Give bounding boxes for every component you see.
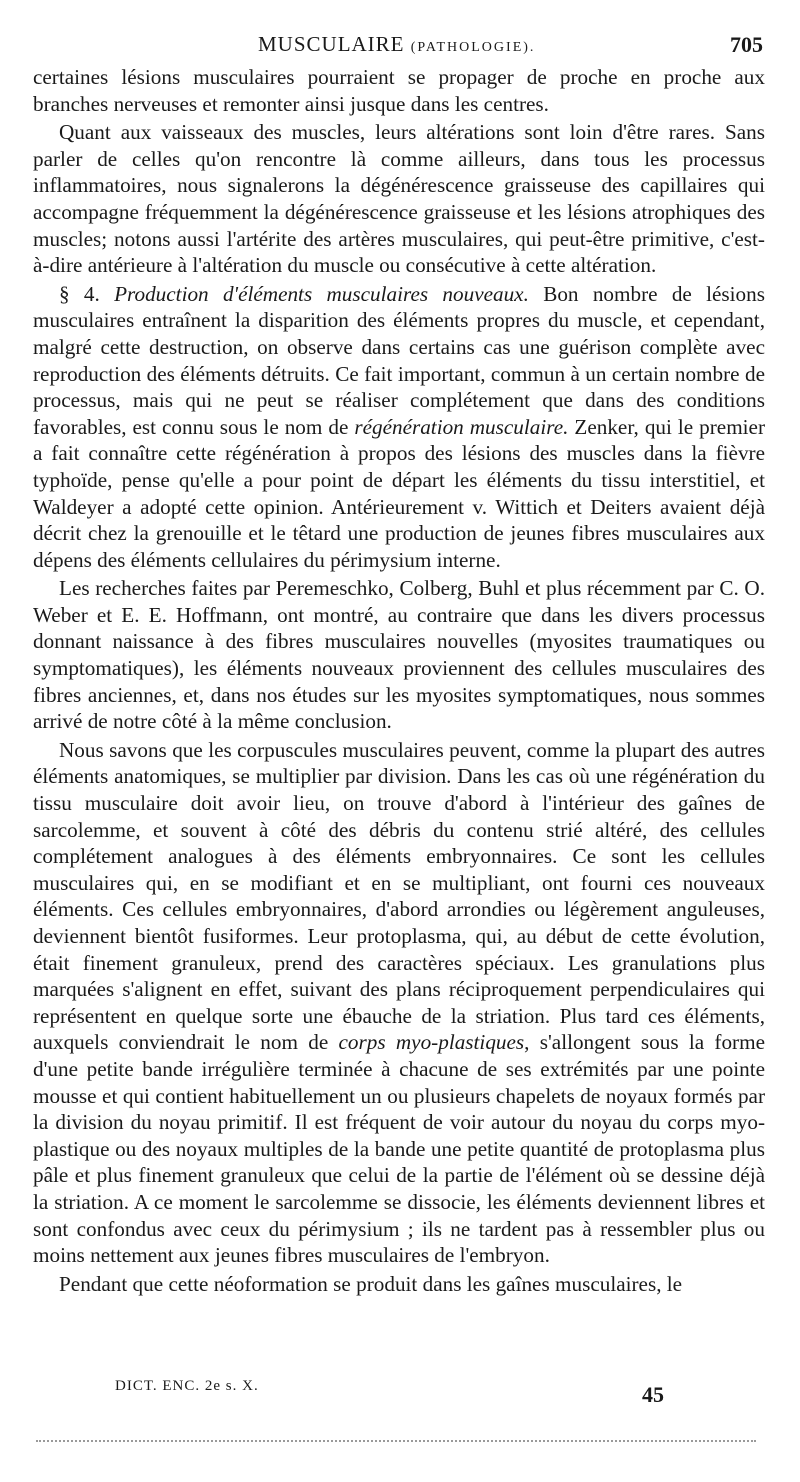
italic-text-run: Production d'éléments musculaires nouveaux.	[114, 281, 529, 306]
body-text	[33, 64, 765, 1297]
paragraph	[33, 1271, 765, 1298]
paragraph	[33, 281, 765, 574]
paragraph	[33, 737, 765, 1269]
text-run: Bon nombre de lésions musculaires entraînent la disparition des éléments propres du muscle, et cependant, malgré cette destruction, on observe dans certains cas une guérison complète avec reproduction des éléments détruits. Ce fait important, commun à un certain nombre de processus, mais qui ne peut se réaliser complétement que dans des conditions favorables, est connu sous le nom de	[33, 281, 765, 439]
bottom-dotted-rule	[36, 1440, 756, 1442]
running-title-main: MUSCULAIRE	[258, 32, 405, 56]
text-run: certaines lésions musculaires pourraient se propager de proche en proche aux branches nerveuses et remonter ainsi jusque dans les centres.	[33, 65, 765, 116]
running-title-subtitle: (PATHOLOGIE).	[410, 40, 536, 55]
page-header	[0, 30, 800, 64]
page-number: 705	[730, 32, 763, 57]
text-run: Pendant que cette néoformation se produit dans les gaînes musculaires, le	[59, 1271, 683, 1296]
text-run: Quant aux vaisseaux des muscles, leurs altérations sont loin d'être rares. Sans parler de celles qu'on rencontre là comme ailleurs, dans tous les processus inflammatoires, nous signalerons la dégénérescence graisseuse des capillaires qui accompagne fréquemment la dégénérescence graisseuse et les lésions atrophiques des muscles; notons aussi l'artérite des artères musculaires, qui peut-être primitive, c'est-à-dire antérieure à l'altération du muscle ou consécutive à cette altération.	[33, 120, 765, 278]
running-title	[258, 32, 535, 57]
paragraph	[33, 575, 765, 735]
italic-text-run: régénération musculaire.	[354, 414, 569, 439]
text-run: Nous savons que les corpuscules musculaires peuvent, comme la plupart des autres éléments anatomiques, se multiplier par division. Dans les cas où une régénération du tissu musculaire doit avoir lieu, on trouve d'abord à l'intérieur des gaînes de sarcolemme, et souvent à côté des débris du contenu strié altéré, des cellules complétement analogues à des éléments embryonnaires. Ce sont les cellules musculaires qui, en se modifiant et en se multipliant, ont fourni ces nouveaux éléments. Ces cellules embryonnaires, d'abord arrondies ou légèrement anguleuses, deviennent bientôt fusiformes. Leur protoplasma, qui, au début de cette évolution, était finement granuleux, prend des caractères spéciaux. Les granulations plus marquées s'alignent en effet, suivant des plans réciproquement perpendiculaires qui représentent en quelque sorte une ébauche de la striation. Plus tard ces éléments, auxquels conviendrait le nom de	[33, 737, 765, 1055]
page-footer	[0, 1372, 800, 1412]
text-run: Les recherches faites par Peremeschko, Colberg, Buhl et plus récemment par C. O. Weber et E. E. Hoffmann, ont montré, au contraire que dans les divers processus donnant naissance à des fibres musculaires nouvelles (myosites traumatiques ou symptomatiques), les éléments nouveaux proviennent des cellules musculaires des fibres anciennes, et, dans nos études sur les myosites symptomatiques, nous sommes arrivé de notre côté à la même conclusion.	[33, 576, 765, 734]
paragraph	[33, 119, 765, 279]
text-run: § 4.	[59, 281, 115, 306]
text-run: , s'allongent sous la forme d'une petite bande irrégulière terminée à chacune de ses extrémités par une pointe mousse et qui contient habituellement un ou plusieurs chapelets de noyaux formés par la division du noyau primitif. Il est fréquent de voir autour du noyau du corps myo-plastique ou des noyaux multiples de la bande une petite quantité de protoplasma plus pâle et plus finement granuleux que celui de la partie de l'élément où se dessine déjà la striation. A ce moment le sarcolemme se dissocie, les éléments deviennent libres et sont confondus avec ceux du périmysium ; ils ne tardent pas à ressembler plus ou moins nettement aux jeunes fibres musculaires de l'embryon.	[33, 1030, 765, 1268]
printer-signature: DICT. ENC. 2e s. X.	[115, 1378, 259, 1394]
text-run: Zenker, qui le premier a fait connaître cette régénération à propos des lésions des muscles dans la fièvre typhoïde, pense qu'elle a pour point de départ les éléments du tissu interstitiel, et Waldeyer a adopté cette opinion. Antérieurement v. Wittich et Deiters avaient déjà décrit chez la grenouille et le têtard une production de jeunes fibres musculaires aux dépens des éléments cellulaires du périmysium interne.	[33, 414, 766, 572]
paragraph	[33, 64, 765, 117]
sheet-number: 45	[642, 1382, 664, 1407]
italic-text-run: corps myo-plastiques	[338, 1030, 525, 1055]
